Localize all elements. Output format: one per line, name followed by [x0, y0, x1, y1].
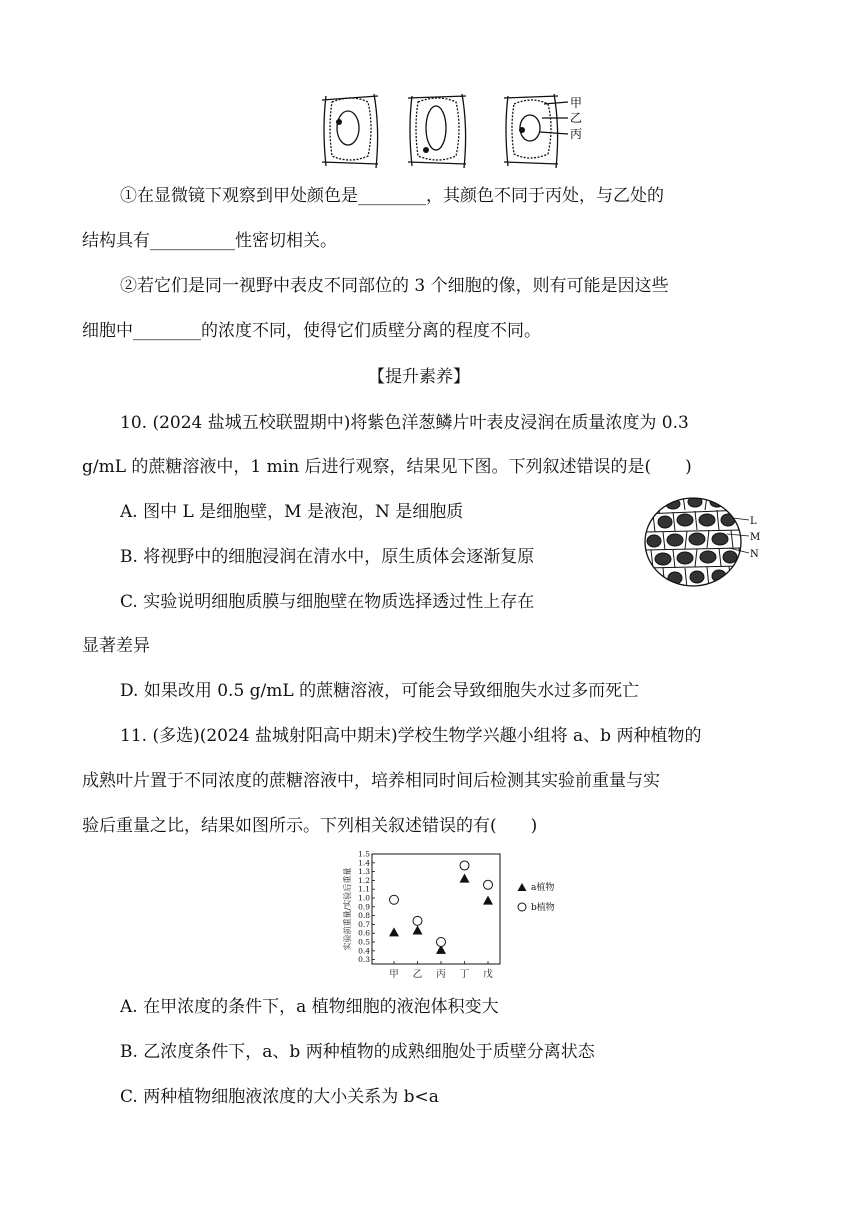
q11-stem-line-3: 验后重量之比，结果如图所示。下列相关叙述错误的有( ) [82, 816, 538, 836]
y-tick-label: 0.6 [358, 928, 370, 938]
x-tick-label: 丙 [436, 969, 446, 980]
x-tick-label: 乙 [412, 969, 423, 980]
point-a-plant [389, 927, 399, 936]
q9-line-1: ①在显微镜下观察到甲处颜色是________，其颜色不同于丙处，与乙处的 [120, 186, 664, 206]
weight-ratio-chart [338, 850, 588, 982]
cell-label-bing: 丙 [570, 127, 583, 141]
point-b-plant [413, 916, 422, 925]
q11-stem-line-1: 11. (多选)(2024 盐城射阳高中期末)学校生物学兴趣小组将 a、b 两种植物的 [120, 726, 702, 746]
y-tick-label: 0.5 [358, 937, 370, 947]
label-n: N [750, 549, 759, 560]
legend-label: a植物 [531, 883, 555, 893]
x-tick-label: 甲 [389, 969, 399, 980]
cell-label-yi: 乙 [570, 111, 583, 125]
q9-line-2: 结构具有__________性密切相关。 [82, 231, 337, 251]
y-axis-title: 实验前重量/实验后重量 [343, 867, 352, 951]
q11-option-a: A. 在甲浓度的条件下，a 植物细胞的液泡体积变大 [120, 997, 499, 1017]
q9-line-4: 细胞中________的浓度不同，使得它们质壁分离的程度不同。 [82, 321, 541, 341]
x-tick-label: 戊 [483, 969, 493, 980]
point-b-plant [437, 938, 446, 947]
legend-label: b植物 [531, 903, 555, 913]
legend-marker-a [518, 883, 527, 891]
q10-option-c-line-1: C. 实验说明细胞质膜与细胞壁在物质选择透过性上存在 [120, 592, 535, 612]
q11-option-c: C. 两种植物细胞液浓度的大小关系为 b<a [120, 1087, 439, 1107]
q10-stem-line-1: 10. (2024 盐城五校联盟期中)将紫色洋葱鳞片叶表皮浸润在质量浓度为 0.3 [120, 413, 689, 433]
q11-stem-line-2: 成熟叶片置于不同浓度的蔗糖溶液中，培养相同时间后检测其实验前重量与实 [82, 771, 660, 791]
point-b-plant [460, 861, 469, 870]
y-tick-label: 0.3 [358, 955, 370, 965]
q11-option-b: B. 乙浓度条件下，a、b 两种植物的成熟细胞处于质壁分离状态 [120, 1042, 595, 1062]
y-tick-label: 0.9 [358, 902, 370, 912]
q10-option-d: D. 如果改用 0.5 g/mL 的蔗糖溶液，可能会导致细胞失水过多而死亡 [120, 681, 640, 701]
point-a-plant [460, 874, 470, 883]
point-b-plant [484, 880, 493, 889]
label-m: M [750, 532, 761, 543]
y-tick-label: 0.4 [358, 946, 370, 956]
q10-option-c-line-2: 显著差异 [82, 636, 150, 656]
point-a-plant [483, 896, 493, 905]
y-tick-label: 0.8 [358, 911, 370, 921]
x-tick-label: 丁 [459, 969, 470, 980]
point-a-plant [413, 926, 423, 935]
legend-marker-b [518, 903, 526, 911]
section-title: 【提升素养】 [368, 367, 470, 387]
y-tick-label: 0.7 [358, 919, 370, 929]
q10-option-a: A. 图中 L 是细胞壁，M 是液泡，N 是细胞质 [120, 502, 464, 522]
plasmolysis-cells-figure [318, 88, 598, 170]
y-tick-label: 1.3 [358, 867, 370, 877]
q10-stem-line-2: g/mL 的蔗糖溶液中，1 min 后进行观察，结果见下图。下列叙述错误的是( ) [82, 457, 692, 477]
y-tick-label: 1.5 [358, 850, 370, 859]
cell-label-jia: 甲 [570, 96, 583, 110]
q9-line-3: ②若它们是同一视野中表皮不同部位的 3 个细胞的像，则有可能是因这些 [120, 276, 669, 296]
y-tick-label: 1.4 [358, 858, 370, 868]
y-tick-label: 1.2 [358, 875, 370, 885]
y-tick-label: 1.0 [358, 893, 370, 903]
onion-epidermis-figure [643, 496, 763, 588]
q10-option-b: B. 将视野中的细胞浸润在清水中，原生质体会逐渐复原 [120, 547, 535, 567]
label-l: L [750, 516, 757, 527]
plot-frame [372, 854, 500, 964]
point-b-plant [390, 895, 399, 904]
y-tick-label: 1.1 [358, 884, 370, 894]
